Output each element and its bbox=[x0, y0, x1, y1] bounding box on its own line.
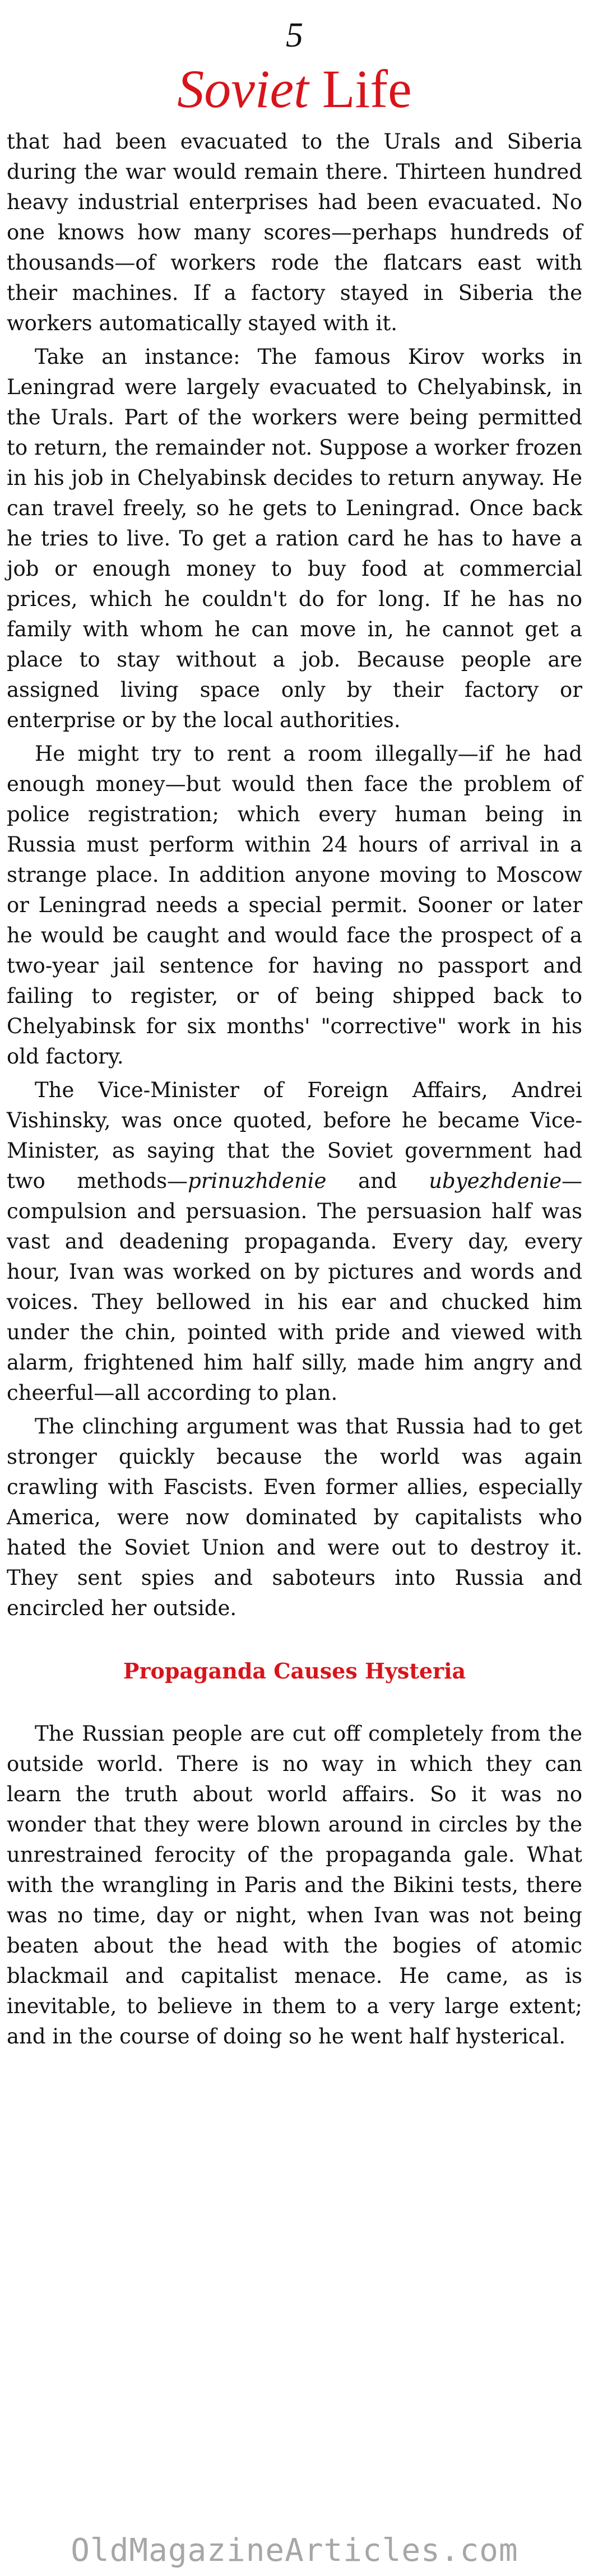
term-ubyezhdenie: ubyezhdenie bbox=[429, 1169, 562, 1193]
paragraph-4-part-c: —compulsion and persuasion. The persuasion half was vast and deadening propaganda. Every day, every hour, Ivan was worked on by pictures and words and voices. They bellowed in his ear and chucked him under the chin, pointed with pride and viewed with alarm, frightened him half silly, made him angry and cheerful—all according to plan. bbox=[7, 1169, 582, 1405]
paragraph-6: The Russian people are cut off completely from the outside world. There is no way in which they can learn the truth about world affairs. So it was no wonder that they were blown around in circles by the unrestrained ferocity of the propaganda gale. What with the wrangling in Paris and the Bikini tests, there was no time, day or night, when Ivan was not being beaten about the head with the bogies of atomic blackmail and capitalist menace. He came, as is inevitable, to believe in them to a very large extent; and in the course of doing so he went half hysterical. bbox=[7, 1722, 582, 2048]
paragraph-3: He might try to rent a room illegally—if he had enough money—but would then face the problem of police registration; which every human being in Russia must perform within 24 hours of arrival in a strange place. In addition anyone moving to Moscow or Leningrad needs a special permit. Sooner or later he would be caught and would face the prospect of a two-year jail sentence for having no passport and failing to register, or of being shipped back to Chelyabinsk for six months' "corrective" work in his old factory. bbox=[7, 742, 582, 1069]
paragraph-4 bbox=[0, 1075, 589, 1408]
page-number: 5 bbox=[286, 16, 303, 54]
paragraph-1: that had been evacuated to the Urals and Siberia during the war would remain there. Thirteen hundred heavy industrial enterprises had been evacuated. No one knows how many scores—perhaps hundreds of thousands—of workers rode the flatcars east with their machines. If a factory stayed in Siberia the workers automatically stayed with it. bbox=[7, 130, 582, 335]
title-rest-part: Life bbox=[322, 59, 412, 119]
site-watermark: OldMagazineArticles.com bbox=[71, 2532, 518, 2569]
page-title bbox=[0, 58, 589, 120]
paragraph-4-part-b: and bbox=[326, 1169, 429, 1193]
paragraph-5: The clinching argument was that Russia had to get stronger quickly because the world was again crawling with Fascists. Even former allies, especially America, were now dominated by capitalists who hated the Soviet Union and were out to destroy it. They sent spies and saboteurs into Russia and encircled her outside. bbox=[7, 1414, 582, 1620]
section-subheading: Propaganda Causes Hysteria bbox=[123, 1658, 466, 1684]
article-body bbox=[0, 127, 589, 2052]
paragraph-4-part-a: The Vice-Minister of Foreign Affairs, Andrei Vishinsky, was once quoted, before he became Vice-Minister, as saying that the Soviet government had two methods— bbox=[7, 1078, 582, 1193]
paragraph-2: Take an instance: The famous Kirov works in Leningrad were largely evacuated to Chelyabinsk, in the Urals. Part of the workers were being permitted to return, the remainder not. Suppose a worker frozen in his job in Chelyabinsk decides to return anyway. He can travel freely, so he gets to Leningrad. Once back he tries to live. To get a ration card he has to have a job or enough money to buy food at commercial prices, which he couldn't do for long. If he has no family with whom he can move in, he cannot get a place to stay without a job. Because people are assigned living space only by their factory or enterprise or by the local authorities. bbox=[7, 345, 582, 732]
title-italic-part: Soviet bbox=[177, 59, 309, 119]
term-prinuzhdenie: prinuzhdenie bbox=[188, 1169, 327, 1193]
